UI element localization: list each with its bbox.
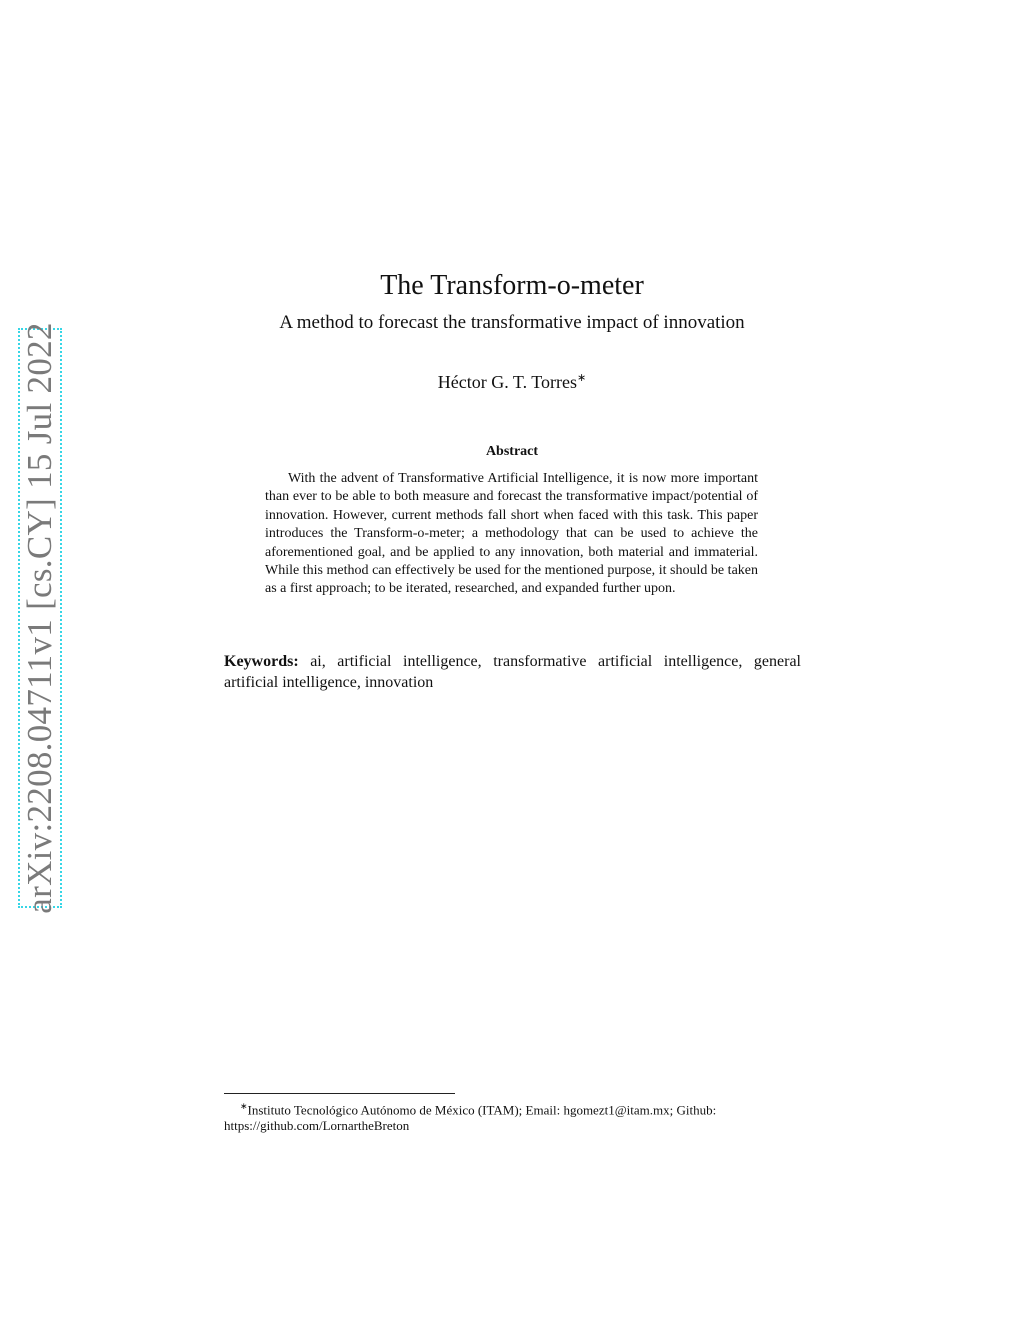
footnote [224,1098,802,1134]
arxiv-identifier[interactable]: arXiv:2208.04711v1 [cs.CY] 15 Jul 2022 [20,322,59,914]
keywords-section [224,651,801,693]
author-footnote-mark[interactable]: ∗ [576,372,587,384]
footnote-divider [224,1093,455,1094]
footnote-github-link[interactable]: https://github.com/LornartheBreton [224,1118,410,1134]
footnote-mark: ∗ [240,1101,248,1111]
author-line [0,371,1024,393]
arxiv-side-stamp[interactable] [18,322,62,914]
footnote-affiliation: Instituto Tecnológico Autónomo de México (ITAM); Email: hgomezt1@itam.mx; Github: [247,1102,717,1118]
footnote-line-1 [224,1098,802,1118]
keywords-list: ai, artificial intelligence, transformative artificial intelligence, general artificial intelligence, innovation [224,653,802,691]
author-name: Héctor G. T. Torres [437,372,577,392]
paper-subtitle: A method to forecast the transformative impact of innovation [279,312,745,333]
abstract-text: With the advent of Transformative Artificial Intelligence, it is now more important than ever to be able to both measure and forecast the transformative impact/potential of innovation. However, current methods fall short when faced with this task. This paper introduces the Transform-o-meter; a methodology that can be used to achieve the aforementioned goal, and be applied to any innovation, both material and immaterial. While this method can effectively be used for the mentioned purpose, it should be taken as a first approach; to be iterated, researched, and expanded further upon. [265,471,758,597]
keywords-label: Keywords: [224,653,299,670]
abstract-heading: Abstract [485,444,539,459]
paper-title: The Transform-o-meter [380,270,644,301]
